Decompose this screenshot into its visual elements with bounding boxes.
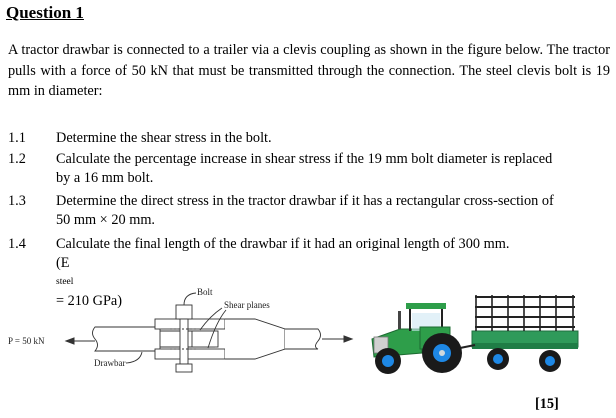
bolt-nut bbox=[176, 364, 192, 372]
drawbar-outline bbox=[93, 327, 161, 351]
task-line: Calculate the percentage increase in shear stress if the 19 mm bolt diameter is replaced bbox=[56, 151, 553, 167]
total-marks: [15] bbox=[535, 396, 559, 412]
task-number: 1.3 bbox=[8, 193, 26, 209]
drawbar-label: Drawbar bbox=[94, 358, 126, 368]
task-number: 1.2 bbox=[8, 151, 26, 167]
clevis-lower-plate bbox=[155, 349, 225, 359]
task-text bbox=[56, 129, 609, 148]
modulus-note: (E steel = 210 GPa) bbox=[56, 254, 609, 311]
tractor-trailer-photo bbox=[360, 283, 610, 388]
clevis-upper-plate bbox=[155, 319, 225, 329]
shear-planes-label: Shear planes bbox=[224, 300, 270, 310]
task-line: Determine the shear stress in the bolt. bbox=[56, 130, 272, 146]
task-number: 1.4 bbox=[8, 236, 26, 252]
task-text bbox=[56, 192, 609, 230]
steel-subscript: steel bbox=[56, 277, 74, 287]
task-text bbox=[56, 150, 609, 188]
task-line: 50 mm × 20 mm. bbox=[56, 212, 156, 228]
clevis-neck bbox=[225, 319, 285, 359]
bolt-label: Bolt bbox=[197, 287, 213, 297]
question-title: Question 1 bbox=[6, 3, 84, 22]
bolt-head bbox=[176, 305, 192, 319]
task-line: by a 16 mm bolt. bbox=[56, 170, 154, 186]
bolt-shank bbox=[180, 319, 188, 364]
task-line: Calculate the final length of the drawbar if it had an original length of 300 mm. bbox=[56, 236, 510, 252]
question-intro: A tractor drawbar is connected to a trailer via a clevis coupling as shown in the figure below. The tractor pulls with a force of 50 kN that must be transmitted through the connection. The steel clevis bolt is 19 mm in diameter: bbox=[8, 42, 610, 99]
trailer-bar bbox=[285, 329, 321, 349]
task-number: 1.1 bbox=[8, 130, 26, 146]
force-label: P = 50 kN bbox=[8, 336, 45, 346]
clevis-diagram bbox=[0, 280, 360, 390]
task-line: Determine the direct stress in the tractor drawbar if it has a rectangular cross-section of bbox=[56, 193, 554, 209]
